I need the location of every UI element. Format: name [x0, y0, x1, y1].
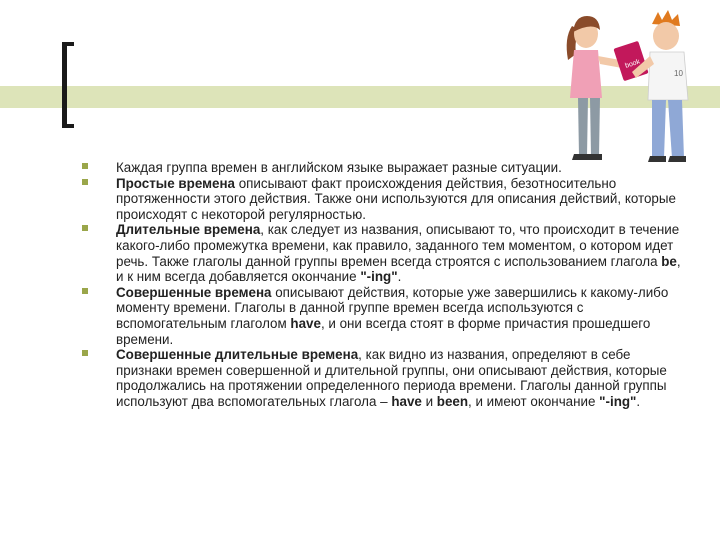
list-item — [82, 160, 682, 176]
list-item — [82, 285, 682, 347]
students-illustration — [552, 4, 720, 166]
bullet-icon — [82, 225, 88, 231]
keyword: have — [391, 393, 422, 409]
keyword: "-ing" — [360, 269, 398, 285]
item-text: , и они всегда стоят в форме причастия прошедшего времени. — [116, 315, 651, 347]
item-text: и — [421, 393, 437, 409]
item-term: Длительные времена — [116, 222, 261, 238]
item-term: Совершенные длительные времена — [116, 347, 359, 363]
item-text: описывают действия, которые уже завершились к какому-либо моменту времени. Глаголы в данной группе времен всегда используются с вспомогательным глаголом — [116, 284, 669, 331]
item-text: , как следует из названия, описывают то, что происходит в течение какого-либо промежутка времени, как правило, заданного тем моментом, о котором идет речь. Также глаголы данной группы времен всегда строятся с использованием глагола — [116, 222, 680, 269]
bracket-icon — [62, 42, 74, 128]
keyword: have — [290, 315, 321, 331]
shirt-number-label: 10 — [674, 69, 683, 78]
item-text: . — [636, 393, 641, 409]
list-item — [82, 347, 682, 409]
keyword: been — [436, 393, 469, 409]
keyword: "-ing" — [599, 393, 637, 409]
item-text: описывают факт происхождения действия, безотносительно протяженности этого действия. Также они используются для описания действий, которые происходят с некоторой регулярностью. — [116, 175, 676, 222]
keyword: be — [661, 253, 677, 269]
girl-holding-book-icon — [567, 16, 649, 160]
item-text: Каждая группа времен в английском языке выражает разные ситуации. — [116, 160, 562, 175]
bullet-icon — [82, 163, 88, 169]
boy-pointing-icon — [632, 10, 688, 162]
list-item — [82, 176, 682, 223]
list-item — [82, 222, 682, 284]
svg-text:book: book — [624, 58, 641, 70]
item-text: . — [397, 269, 402, 285]
item-text: , и имеют окончание — [468, 393, 600, 409]
item-text: , и к ним всегда добавляется окончание — [116, 253, 681, 285]
bullet-icon — [82, 288, 88, 294]
item-term: Простые времена — [116, 175, 235, 191]
bullet-icon — [82, 179, 88, 185]
bullet-icon — [82, 350, 88, 356]
item-term: Совершенные времена — [116, 284, 272, 300]
content-list — [82, 160, 682, 410]
item-text: , как видно из названия, определяют в себе признаки времен совершенной и длительной группы, они описывают действия, которые продолжались на протяжении определенного периода времени. Глаголы данной группы используют два вспомогательных глагола – — [116, 347, 667, 409]
